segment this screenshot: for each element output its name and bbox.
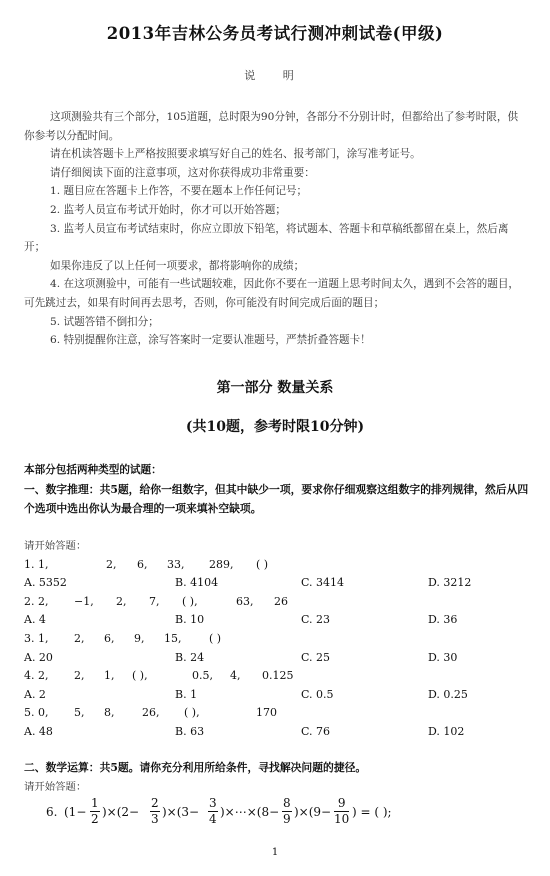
intro-paragraph: 请在机读答题卡上严格按照要求填写好自己的姓名、报考部门，涂写准考证号。 [50,148,421,161]
numerator: 1 [91,796,99,810]
part-subheading: (共10题，参考时限10分钟) [185,419,365,435]
question-stem [24,556,530,575]
stem-term: 0.5, [192,669,213,683]
fraction [90,796,100,827]
stem-term: 26, [142,706,160,720]
exam-title: 2013年吉林公务员考试行测冲刺试卷(甲级) [106,24,444,43]
stem-term: 8, [104,706,115,720]
part-intro: 本部分包括两种类型的试题： [24,464,162,476]
stem-blank: ( ), [182,594,198,608]
option-d[interactable]: D. 102 [428,724,465,738]
option-c[interactable]: C. 0.5 [301,687,334,701]
number-series-questions [24,537,530,742]
expr-op: )×(2− [102,805,140,819]
question-options [24,649,530,668]
expr-op: )×⋯×(8− [220,805,280,819]
stem-term: 4, [230,669,241,683]
question-stem [24,704,530,723]
question-options [24,574,530,593]
rule-item: 1. 题目应在答题卡上作答，不要在题本上作任何记号； [50,185,308,198]
stem-term: 1, [104,669,115,683]
section-type1-description: 一、数字推理：共5题，给你一组数字，但其中缺少一项，要求你仔细观察这组数字的排列规律，然后从四个选项中选出你认为最合理的一项来填补空缺项。 [24,482,529,515]
stem-term: 2, [74,669,85,683]
rule-item: 2. 监考人员宣布考试开始时，你才可以开始答题； [50,203,286,216]
numerator: 2 [151,796,159,810]
option-a[interactable]: A. 5352 [24,576,67,590]
stem-term: 7, [149,594,160,608]
question-6-expression [46,796,446,836]
stem-term: 5, [74,706,85,720]
denominator: 4 [209,812,217,826]
denominator: 9 [283,812,291,826]
question-options [24,686,530,705]
question-stem [24,593,530,612]
option-d[interactable]: D. 0.25 [428,687,468,701]
expr-op: )×(3− [162,805,200,819]
question-options [24,611,530,630]
expr-op: )×(9− [294,805,332,819]
option-c[interactable]: C. 76 [301,724,331,738]
section-type2-description: 二、数学运算：共5题。请你充分利用所给条件，寻找解决问题的捷径。 [24,761,367,774]
stem-term: 6, [137,557,148,571]
stem-term: 3. 1, [24,631,49,645]
question-stem [24,667,530,686]
stem-blank: ( ), [184,706,200,720]
option-b[interactable]: B. 1 [175,687,198,701]
option-b[interactable]: B. 63 [175,724,205,738]
expr-op: (1− [64,805,87,819]
intro-paragraph: 请仔细阅读下面的注意事项，这对你获得成功非常重要： [50,166,315,179]
stem-term: 33, [167,557,185,571]
option-a[interactable]: A. 48 [24,724,53,738]
option-c[interactable]: C. 3414 [301,576,345,590]
fraction [282,796,292,827]
numerator: 8 [283,796,291,810]
stem-term: 26 [274,594,288,608]
stem-term: 2. 2, [24,594,49,608]
fraction [150,796,160,827]
rule-item: 4. 在这项测验中，可能有一些试题较难，因此你不要在一道题上思考时间太久，遇到不会答的题目，可先跳过去，如果有时间再去思考，否则，你可能没有时间完成后面的题目； [24,278,520,309]
stem-blank: ( ) [209,631,222,645]
numerator: 3 [209,796,217,810]
rule-item: 5. 试题答错不倒扣分； [50,315,159,328]
stem-term: 1. 1, [24,557,49,571]
page-number: 1 [271,847,279,858]
question-options [24,723,530,742]
part-intro-block [24,461,530,518]
question-number: 6. [46,805,58,819]
stem-term: 5. 0, [24,706,49,720]
option-b[interactable]: B. 24 [175,650,205,664]
stem-term: 2, [116,594,127,608]
stem-term: 0.125 [262,669,294,683]
question-stem [24,630,530,649]
part-heading: 第一部分 数量关系 [216,380,334,396]
option-a[interactable]: A. 4 [24,613,46,627]
numerator: 9 [334,796,349,812]
rule-item: 6. 特别提醒你注意，涂写答案时一定要认准题号，严禁折叠答题卡！ [50,334,371,347]
stem-term: 6, [104,631,115,645]
option-a[interactable]: A. 2 [24,687,46,701]
stem-blank: ( ) [256,557,269,571]
stem-term: 15, [164,631,182,645]
denominator: 2 [91,812,99,826]
fraction [334,796,349,827]
stem-term: 2, [74,631,85,645]
fraction [208,796,218,827]
option-a[interactable]: A. 20 [24,650,53,664]
intro-paragraph: 这项测验共有三个部分，105道题，总时限为90分钟，各部分不分别计时，但都给出了参考时限，供你参考以分配时间。 [24,111,519,142]
stem-term: 2, [106,557,117,571]
expr-op: ) = ( ); [352,805,392,819]
option-c[interactable]: C. 23 [301,613,331,627]
stem-term: 63, [236,594,254,608]
section-type2 [24,759,530,796]
option-c[interactable]: C. 25 [301,650,331,664]
option-d[interactable]: D. 3212 [428,576,472,590]
stem-term: 9, [134,631,145,645]
start-prompt: 请开始答题： [24,780,87,793]
stem-term: 4. 2, [24,669,49,683]
option-b[interactable]: B. 10 [175,613,205,627]
start-prompt: 请开始答题： [24,540,87,552]
option-d[interactable]: D. 30 [428,650,458,664]
instructions-body [24,108,524,350]
option-d[interactable]: D. 36 [428,613,458,627]
stem-term: 170 [256,706,277,720]
instructions-heading: 说 明 [244,69,306,82]
option-b[interactable]: B. 4104 [175,576,219,590]
denominator: 3 [151,812,159,826]
denominator: 10 [334,812,350,826]
stem-blank: ( ), [132,669,148,683]
stem-term: 289, [209,557,234,571]
rule-item: 3. 监考人员宣布考试结束时，你应立即放下铅笔，将试题本、答题卡和草稿纸都留在桌上，然后离开； [24,222,509,254]
intro-paragraph: 如果你违反了以上任何一项要求，都将影响你的成绩； [50,259,305,272]
stem-term: −1, [74,594,94,608]
